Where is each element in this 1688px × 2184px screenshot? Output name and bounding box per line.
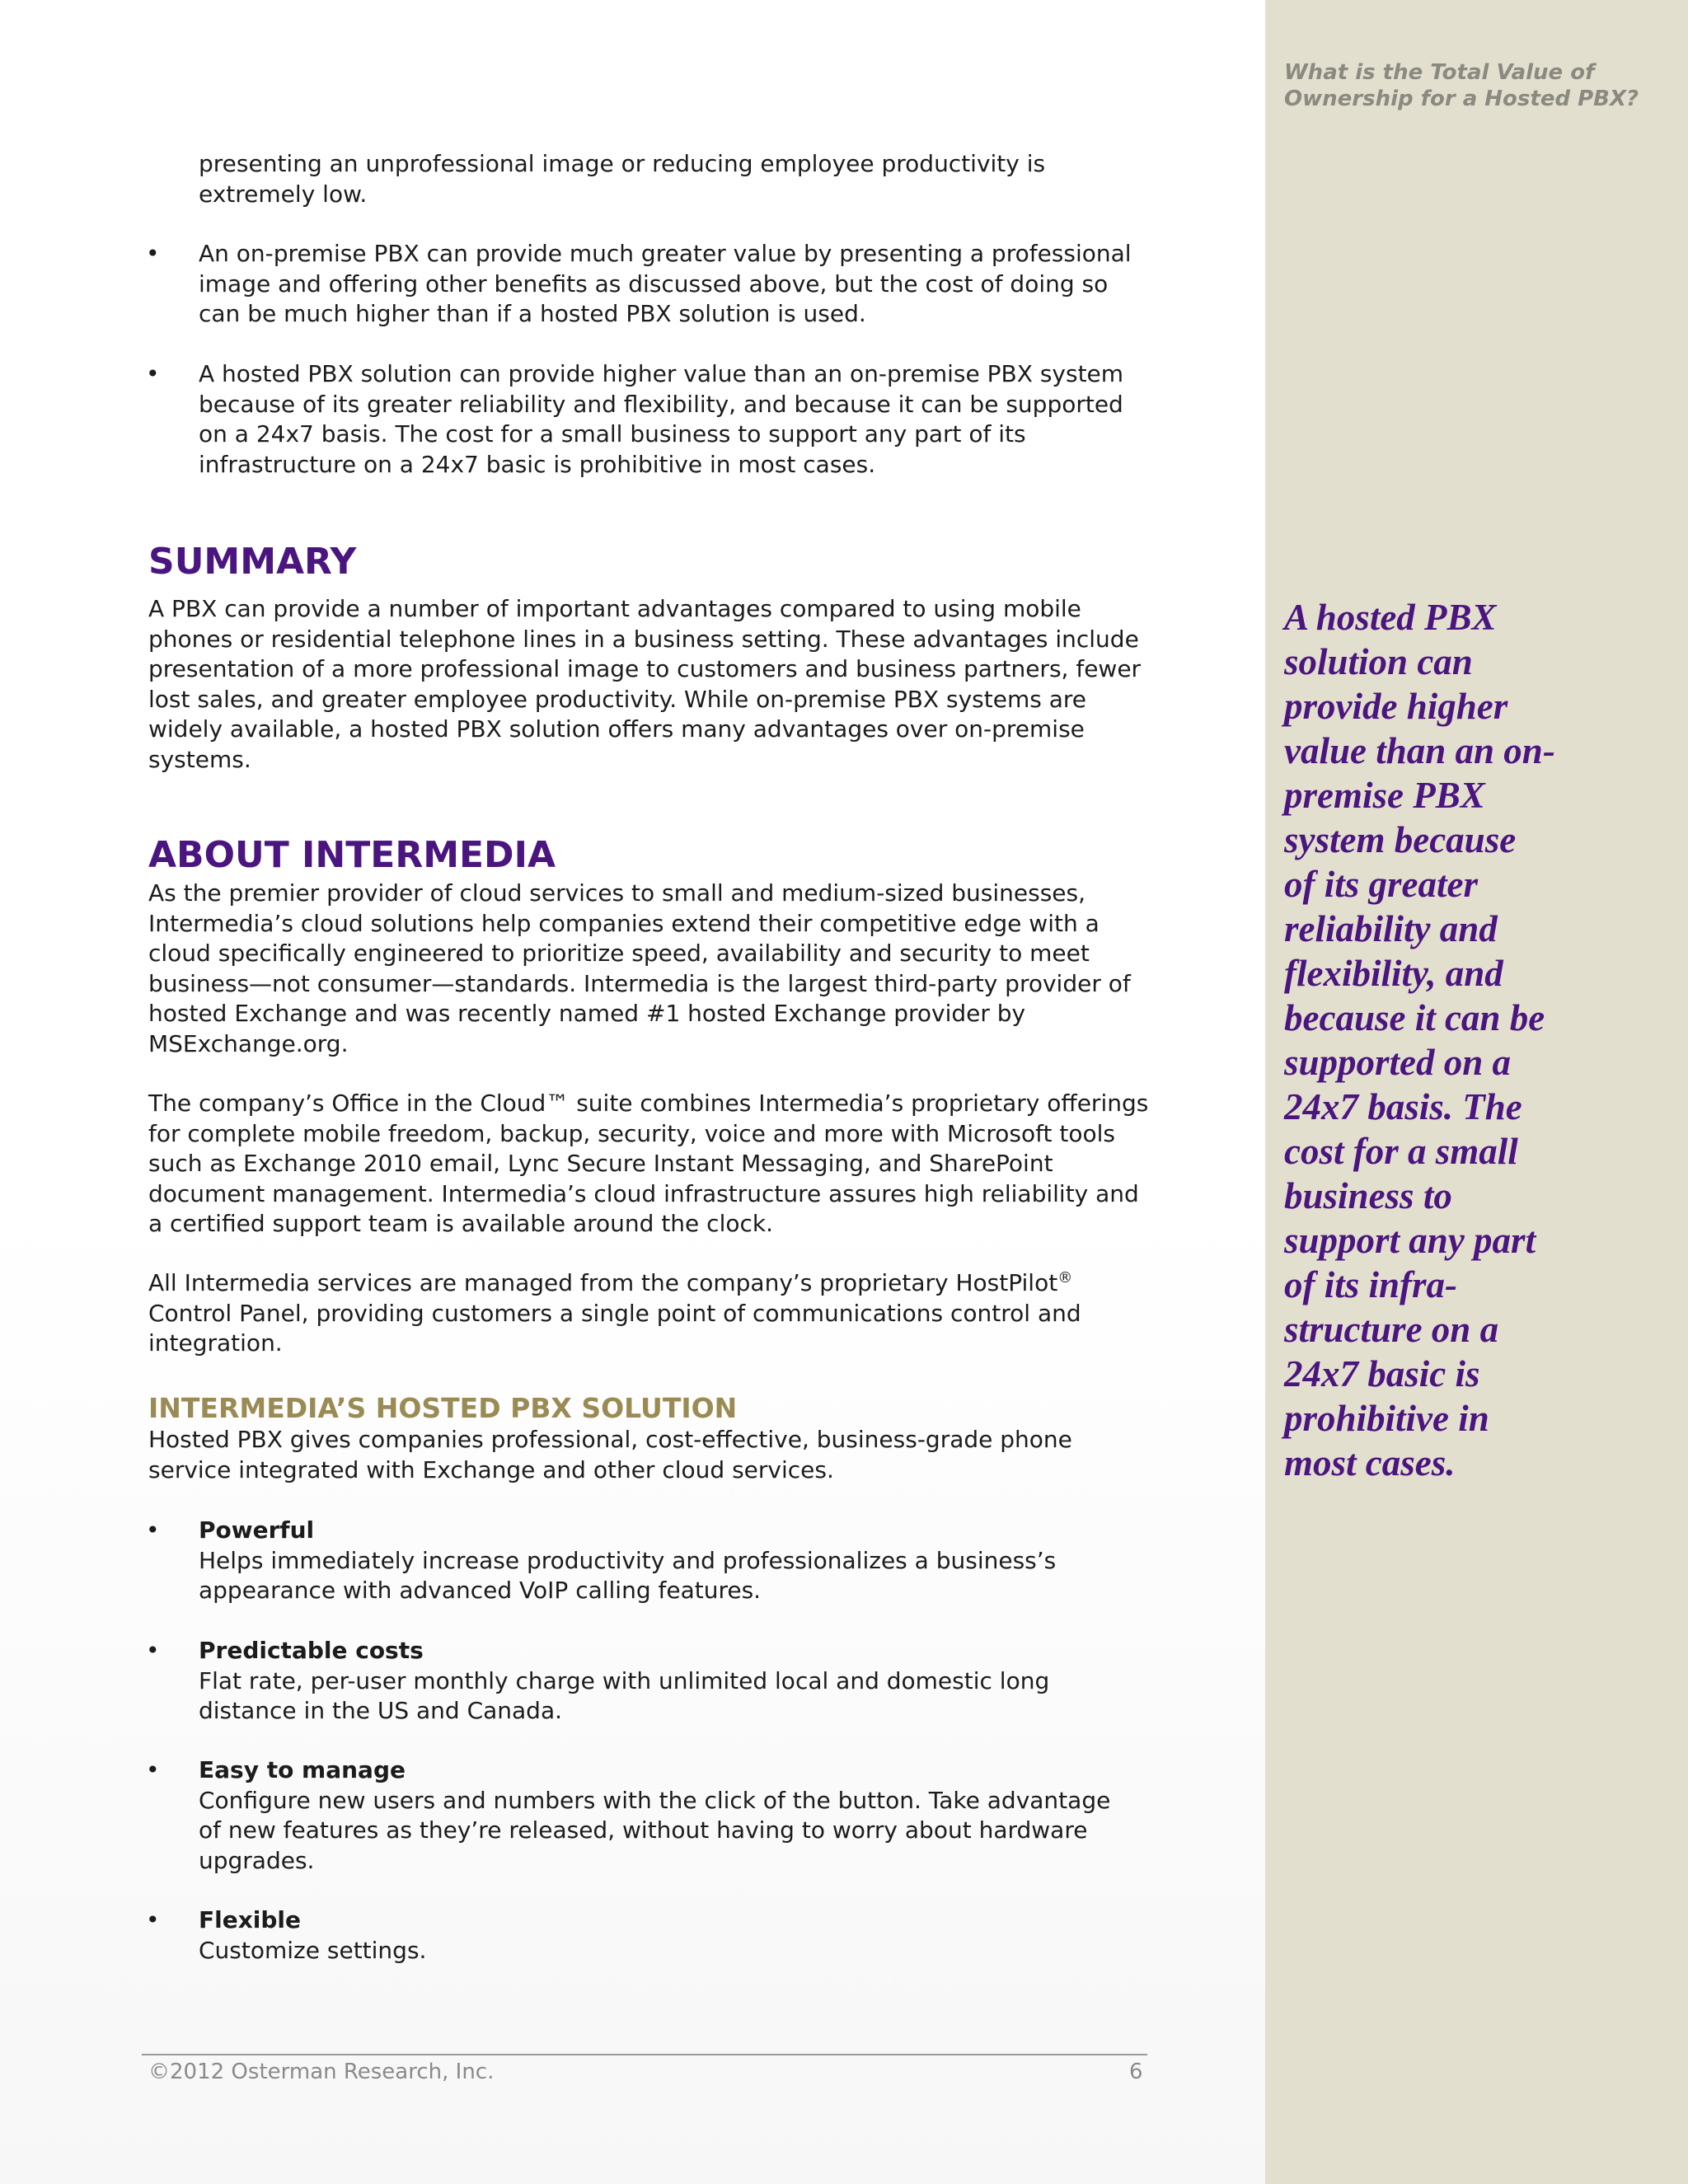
text-line: integration. [148, 1329, 283, 1357]
feature-title: Flexible [199, 1906, 302, 1933]
text-line: of new features as they’re released, without having to worry about hardware [199, 1816, 1088, 1844]
running-head-line: Ownership for a Hosted PBX? [1284, 87, 1639, 111]
hostpilot-text: All Intermedia services are managed from the company’s proprietary HostPilot [148, 1269, 1058, 1296]
text-line: As the premier provider of cloud services to small and medium-sized businesses, [148, 879, 1086, 907]
about-paragraph-2 [148, 1089, 1149, 1240]
text-line [148, 1268, 1121, 1299]
text-line: Helps immediately increase productivity and professionalizes a business’s [199, 1546, 1057, 1574]
pull-quote-line: prohibitive in [1284, 1398, 1489, 1439]
pull-quote-line: cost for a small [1284, 1131, 1518, 1172]
text-line: such as Exchange 2010 email, Lync Secure Instant Messaging, and SharePoint [148, 1150, 1053, 1177]
bullet-icon: • [146, 1637, 160, 1664]
bullet-text [199, 1516, 1122, 1606]
page-number: 6 [1129, 2060, 1143, 2084]
text-line: An on-premise PBX can provide much greater value by presenting a professional [199, 240, 1132, 267]
pull-quote-line: flexibility, and [1284, 953, 1503, 994]
pull-quote-line: 24x7 basis. The [1284, 1086, 1522, 1127]
pull-quote-line: business to [1284, 1175, 1452, 1216]
pull-quote [1284, 595, 1630, 1485]
pull-quote-line: system because [1284, 819, 1517, 860]
hosted-pbx-intro [148, 1425, 1121, 1485]
pull-quote-line: supported on a [1284, 1042, 1512, 1083]
text-line: presenting an unprofessional image or reducing employee productivity is [199, 150, 1046, 177]
text-line: phones or residential telephone lines in a business setting. These advantages include [148, 625, 1139, 653]
bullet-text [199, 1636, 1122, 1727]
text-line: Customize settings. [199, 1936, 427, 1964]
summary-paragraph [148, 594, 1142, 775]
feature-title: Powerful [199, 1516, 315, 1544]
text-line: document management. Intermedia’s cloud infrastructure assures high reliability and [148, 1179, 1139, 1207]
bullet-text [199, 359, 1122, 480]
bullet-icon: • [146, 1516, 160, 1544]
pull-quote-line: provide higher [1284, 686, 1508, 727]
bullet-icon: • [146, 360, 160, 387]
text-line: Control Panel, providing customers a single point of communications control and [148, 1299, 1081, 1327]
feature-title: Easy to manage [199, 1756, 406, 1783]
text-line: infrastructure on a 24x7 basic is prohibitive in most cases. [199, 450, 876, 478]
text-line: image and offering other benefits as discussed above, but the cost of doing so [199, 269, 1109, 298]
pull-quote-line: 24x7 basic is [1284, 1353, 1480, 1394]
pull-quote-line: most cases. [1284, 1442, 1456, 1483]
pull-quote-line: structure on a [1284, 1309, 1499, 1350]
text-line: MSExchange.org. [148, 1029, 349, 1057]
registered-mark: ® [1057, 1269, 1073, 1286]
feature-title: Predictable costs [199, 1637, 424, 1664]
pull-quote-line: solution can [1284, 641, 1473, 682]
text-line: A PBX can provide a number of important advantages compared to using mobile [148, 595, 1081, 622]
text-line: business—not consumer—standards. Intermedia is the largest third-party provider of [148, 969, 1131, 997]
bullet-text [199, 1755, 1122, 1876]
summary-heading: SUMMARY [148, 541, 357, 583]
text-line: presentation of a more professional image to customers and business partners, fewer [148, 655, 1142, 682]
bullet-icon: • [146, 1906, 160, 1933]
text-line: A hosted PBX solution can provide higher value than an on-premise PBX system [199, 360, 1124, 387]
text-line: appearance with advanced VoIP calling features. [199, 1577, 762, 1604]
text-line: extremely low. [199, 180, 368, 208]
text-line: distance in the US and Canada. [199, 1697, 563, 1724]
text-line: for complete mobile freedom, backup, security, voice and more with Microsoft tools [148, 1119, 1115, 1147]
text-line: service integrated with Exchange and other cloud services. [148, 1455, 834, 1483]
intro-continuation [199, 149, 1105, 209]
pull-quote-line: support any part [1284, 1220, 1536, 1261]
about-paragraph-3 [148, 1268, 1121, 1359]
text-line: hosted Exchange and was recently named #1 hosted Exchange provider by [148, 1000, 1026, 1027]
footer-copyright: ©2012 Osterman Research, Inc. [148, 2060, 495, 2084]
running-head-line: What is the Total Value of [1284, 60, 1595, 85]
text-line: The company’s Office in the Cloud™ suite combines Intermedia’s proprietary offerings [148, 1090, 1149, 1117]
text-line: on a 24x7 basis. The cost for a small business to support any part of its [199, 420, 1026, 448]
text-line: a certified support team is available around the clock. [148, 1210, 773, 1237]
running-head [1284, 59, 1647, 112]
bullet-text [199, 239, 1132, 330]
text-line: Hosted PBX gives companies professional, cost-effective, business-grade phone [148, 1426, 1072, 1453]
bullet-text [199, 1905, 1122, 1966]
text-line: Intermedia’s cloud solutions help companies extend their competitive edge with a [148, 909, 1100, 937]
text-line: widely available, a hosted PBX solution offers many advantages over on-premise [148, 715, 1085, 743]
hosted-pbx-heading: INTERMEDIA’S HOSTED PBX SOLUTION [148, 1392, 738, 1424]
about-heading: ABOUT INTERMEDIA [148, 834, 556, 876]
pull-quote-line: of its infra- [1284, 1264, 1458, 1305]
text-line: because of its greater reliability and flexibility, and because it can be supported [199, 390, 1123, 418]
pull-quote-line: value than an on- [1284, 730, 1555, 771]
text-line: systems. [148, 745, 251, 773]
pull-quote-line: A hosted PBX [1284, 597, 1497, 638]
bullet-icon: • [146, 1756, 160, 1783]
text-line: can be much higher than if a hosted PBX solution is used. [199, 300, 866, 327]
pull-quote-line: because it can be [1284, 997, 1545, 1038]
pull-quote-line: premise PBX [1284, 775, 1485, 816]
about-paragraph-1 [148, 879, 1131, 1059]
text-line: Flat rate, per-user monthly charge with unlimited local and domestic long [199, 1666, 1050, 1694]
bullet-icon: • [146, 240, 160, 267]
footer-divider [142, 2054, 1147, 2055]
pull-quote-line: reliability and [1284, 908, 1498, 949]
pull-quote-line: of its greater [1284, 864, 1478, 905]
text-line: upgrades. [199, 1846, 315, 1874]
text-line: cloud specifically engineered to prioritize speed, availability and security to meet [148, 940, 1090, 967]
text-line: Configure new users and numbers with the click of the button. Take advantage [199, 1786, 1111, 1814]
text-line: lost sales, and greater employee productivity. While on-premise PBX systems are [148, 685, 1086, 713]
